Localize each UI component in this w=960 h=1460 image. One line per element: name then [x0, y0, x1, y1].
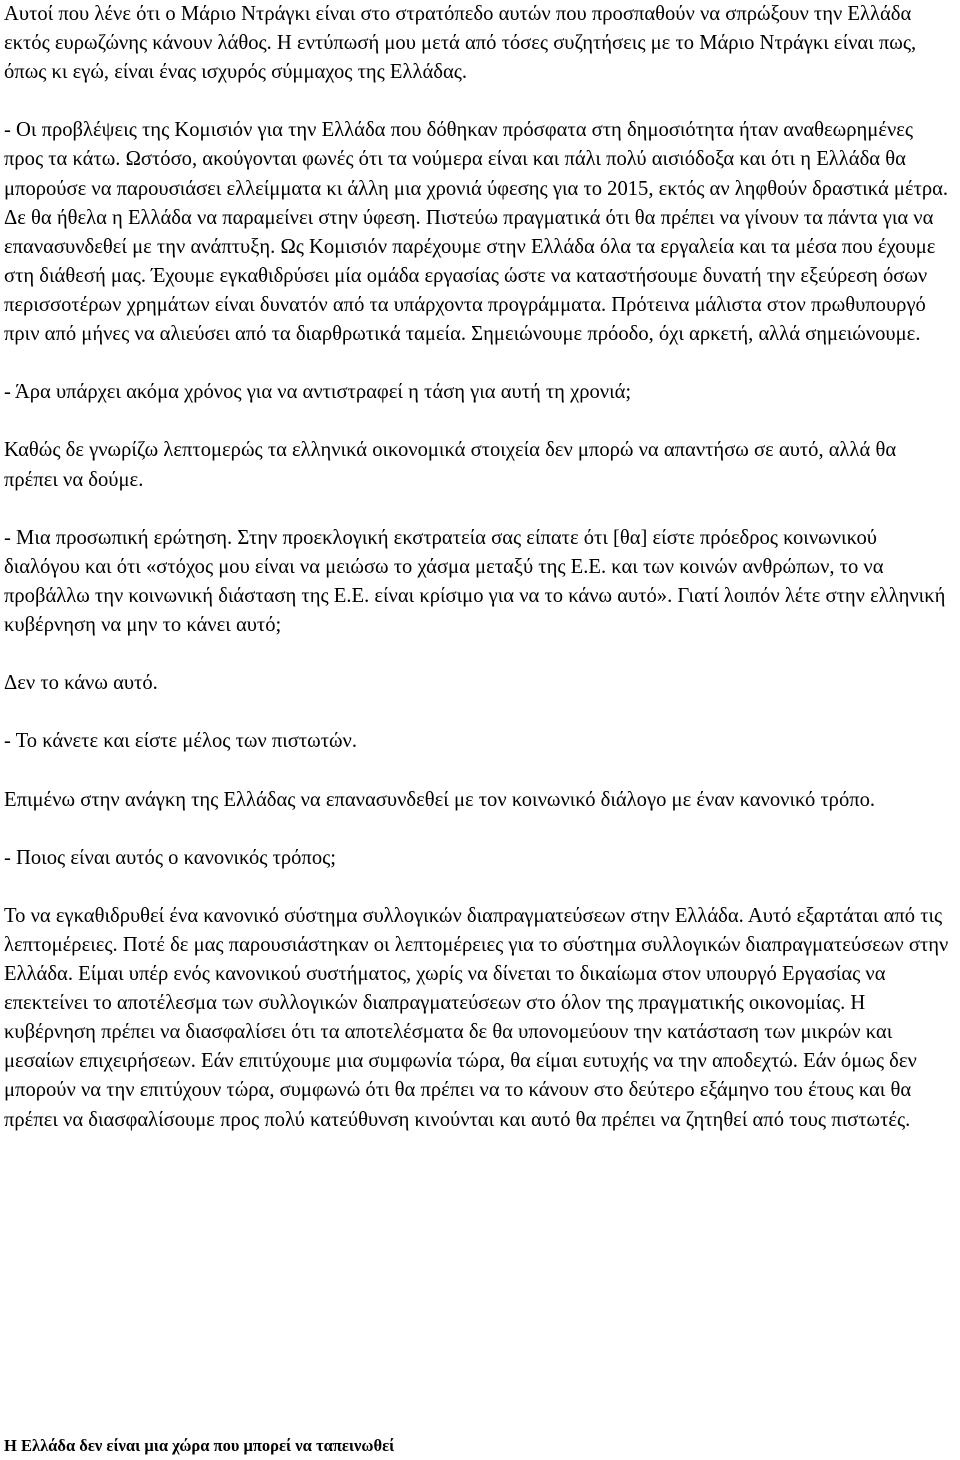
paragraph-1: Αυτοί που λένε ότι ο Μάριο Ντράγκι είναι στο στρατόπεδο αυτών που προσπαθούν να σπρώξουν την Ελλάδα εκτός ευρωζώνης κάνουν λάθος. Η εντύπωσή μου μετά από τόσες συζητήσεις με το Μάριο Ντράγκι είναι πως, όπως κι εγώ, είναι ένας ισχυρός σύμμαχος της Ελλάδας. [4, 3, 917, 84]
paragraph-3: Δε θα ήθελα η Ελλάδα να παραμείνει στην ύφεση. Πιστεύω πραγματικά ότι θα πρέπει να γίνουν τα πάντα για να επανασυνδεθεί με την ανάπτυξη. Ως Κομισιόν παρέχουμε στην Ελλάδα όλα τα εργαλεία και τα μέσα που έχουμε στη διάθεσή μας. Έχουμε εγκαθιδρύσει μία ομάδα εργασίας ώστε να καταστήσουμε δυνατή την εξεύρεση όσων περισσοτέρων χρημάτων είναι δυνατόν από τα υπάρχοντα προγράμματα. Πρότεινα μάλιστα στον πρωθυπουργό πριν από μήνες να αλιεύσει από τα διαρθρωτικά ταμεία. Σημειώνουμε πρόοδο, όχι αρκετή, αλλά σημειώνουμε. [4, 206, 936, 346]
paragraph-11: Το να εγκαθιδρυθεί ένα κανονικό σύστημα συλλογικών διαπραγματεύσεων στην Ελλάδα. Αυτό εξαρτάται από τις λεπτομέρειες. Ποτέ δε μας παρουσιάστηκαν οι λεπτομέρειες για το σύστημα συλλογικών διαπραγματεύσεων στην Ελλάδα. Είμαι υπέρ ενός κανονικού συστήματος, χωρίς να δίνεται το δικαίωμα στον υπουργό Εργασίας να επεκτείνει το αποτέλεσμα των συλλογικών διαπραγματεύσεων στο όλον της πραγματικής οικονομίας. Η κυβέρνηση πρέπει να διασφαλίσει ότι τα αποτελέσματα δε θα υπονομεύουν την κατάσταση των μικρών και μεσαίων επιχειρήσεων. Εάν επιτύχουμε μια συμφωνία τώρα, θα είμαι ευτυχής να την αποδεχτώ. Εάν όμως δεν μπορούν να την επιτύχουν τώρα, συμφωνώ ότι θα πρέπει να το κάνουν στο δεύτερο εξάμηνο του έτους και θα πρέπει να διασφαλίσουμε προς πολύ κατεύθυνση κινούνται και αυτό θα πρέπει να ζητηθεί από τους πιστωτές. [4, 904, 949, 1131]
paragraph-gap [4, 495, 954, 524]
paragraph-gap [4, 873, 954, 902]
paragraph-gap [4, 407, 954, 436]
paragraph-gap [4, 815, 954, 844]
paragraph-9: Επιμένω στην ανάγκη της Ελλάδας να επανασυνδεθεί με τον κοινωνικό διάλογο με έναν κανονικό τρόπο. [4, 788, 876, 811]
paragraph-gap [4, 698, 954, 727]
paragraph-8: - Το κάνετε και είστε μέλος των πιστωτών. [4, 730, 358, 753]
paragraph-gap [4, 640, 954, 669]
paragraph-7: Δεν το κάνω αυτό. [4, 672, 158, 695]
paragraph-10: - Ποιος είναι αυτός ο κανονικός τρόπος; [4, 846, 336, 869]
paragraph-4: - Άρα υπάρχει ακόμα χρόνος για να αντιστραφεί η τάση για αυτή τη χρονιά; [4, 381, 632, 404]
paragraph-6: - Μια προσωπική ερώτηση. Στην προεκλογική εκστρατεία σας είπατε ότι [θα] είστε πρόεδρος κοινωνικού διαλόγου και ότι «στόχος μου είναι να μειώσω το χάσμα μεταξύ της Ε.Ε. και των κοινών ανθρώπων, το να προβάλλω την κοινωνική διάσταση της Ε.Ε. είναι κρίσιμο για να το κάνω αυτό». Γιατί λοιπόν λέτε στην ελληνική κυβέρνηση να μην το κάνει αυτό; [4, 526, 946, 636]
section-heading: Η Ελλάδα δεν είναι μια χώρα που μπορεί να ταπεινωθεί [4, 1436, 395, 1455]
paragraph-gap [4, 756, 954, 785]
document-body [4, 0, 954, 1135]
paragraph-2: - Οι προβλέψεις της Κομισιόν για την Ελλάδα που δόθηκαν πρόσφατα στη δημοσιότητα ήταν αναθεωρημένες προς τα κάτω. Ωστόσο, ακούγονται φωνές ότι τα νούμερα είναι και πάλι πολύ αισιόδοξα και ότι η Ελλάδα θα μπορούσε να παρουσιάσει ελλείμματα κι άλλη μια χρονιά ύφεσης για το 2015, εκτός αν ληφθούν δραστικά μέτρα. [4, 119, 949, 200]
paragraph-gap [4, 349, 954, 378]
paragraph-gap [4, 87, 954, 116]
paragraph-5: Καθώς δε γνωρίζω λεπτομερώς τα ελληνικά οικονομικά στοιχεία δεν μπορώ να απαντήσω σε αυτό, αλλά θα πρέπει να δούμε. [4, 439, 897, 491]
